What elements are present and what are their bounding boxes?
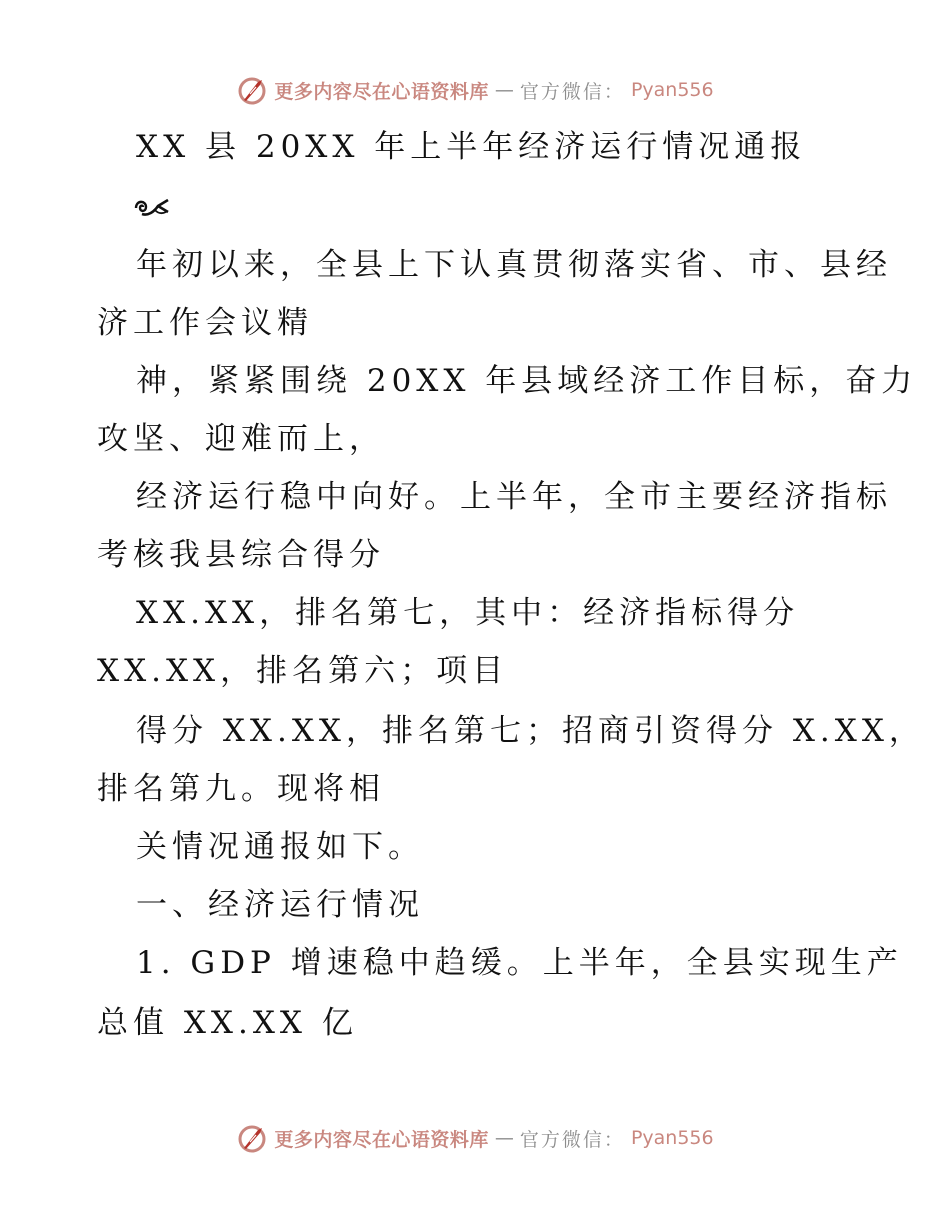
section-heading-1: 一、经济运行情况 <box>136 887 424 923</box>
body-line-8: XX.XX，排名第六；项目 <box>97 653 509 689</box>
watermark-wechat-id: Pyan556 <box>630 1127 714 1149</box>
body-line-1: 年初以来，全县上下认真贯彻落实省、市、县经 <box>136 247 892 283</box>
watermark-separator: — <box>494 1127 514 1149</box>
scroll-flourish-icon <box>132 192 172 222</box>
body-line-10: 排名第九。现将相 <box>97 771 385 807</box>
watermark-wechat-id: Pyan556 <box>630 79 714 101</box>
feather-pen-logo-icon <box>236 74 268 106</box>
body-line-14: 总值 XX.XX 亿 <box>97 1005 358 1041</box>
body-line-3: 神，紧紧围绕 20XX 年县域经济工作目标，奋力 <box>136 363 918 399</box>
body-line-9: 得分 XX.XX，排名第七；招商引资得分 X.XX， <box>136 713 925 749</box>
watermark-separator: — <box>494 79 514 101</box>
body-line-13: 1. GDP 增速稳中趋缓。上半年，全县实现生产 <box>136 945 903 981</box>
watermark-wechat-label: 官方微信： <box>519 1128 625 1151</box>
body-line-11: 关情况通报如下。 <box>136 829 424 865</box>
watermark-main-text: 更多内容尽在心语资料库 <box>274 80 489 103</box>
body-line-5: 经济运行稳中向好。上半年，全市主要经济指标 <box>136 479 892 515</box>
header-watermark <box>0 70 950 110</box>
watermark-main-text: 更多内容尽在心语资料库 <box>274 1128 489 1151</box>
body-line-4: 攻坚、迎难而上， <box>97 421 385 457</box>
body-line-2: 济工作会议精 <box>97 305 313 341</box>
body-line-7: XX.XX，排名第七，其中：经济指标得分 <box>136 595 800 631</box>
feather-pen-logo-icon <box>236 1122 268 1154</box>
watermark-wechat-label: 官方微信： <box>519 80 625 103</box>
body-line-6: 考核我县综合得分 <box>97 537 385 573</box>
footer-watermark <box>0 1118 950 1158</box>
document-title: XX 县 20XX 年上半年经济运行情况通报 <box>136 129 807 165</box>
